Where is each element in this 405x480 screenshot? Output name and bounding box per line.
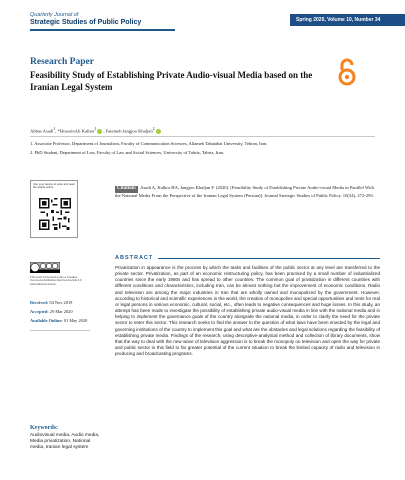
dates-divider (30, 330, 90, 331)
journal-header (0, 0, 405, 40)
license-text: This work is licensed under a Creative Commons Attribution-NonCommercial 4.0 International License. (30, 275, 82, 286)
accepted-date: Accepted: 29 Mar 2020 (30, 309, 73, 314)
keywords-heading: Keywords: (30, 425, 58, 431)
received-date: Received: 04 Nov 2019 (30, 300, 73, 305)
available-online-date: Available Online: 01 May 2020 (30, 318, 88, 323)
open-access-icon (338, 58, 356, 86)
journal-name-line1: Quarterly Journal of (30, 12, 79, 18)
author-name: *HosseinAli Kalhor (57, 128, 95, 134)
author-list: Abbas Asadi$^1$, *HosseinAli Kalhor$^1$ , Fatemeh Jangjoo Khaljan$^2$ (30, 127, 162, 134)
affiliation-1: 1. Associate Professor, Department of Journalism, Faculty of Communication Sciences, Allameh Tabatabai University, Tehran, Iran. (30, 141, 268, 146)
author-name: Fatemeh Jangjoo Khaljan (105, 128, 153, 134)
citation-text: Asadi A, Kalhor HA, Jangjoo Khaljan F. (2020). [Feasibility Study of Establishing Private Audio-visual Media in Parallel With the National Media From the Perspective of the Iranian Legal System (Persian)]. Journal Strategic Studies of Public Policy, 10(34), 272-293. (115, 185, 374, 198)
article-title: Feasibility Study of Establishing Private Audio-visual Media based on the Iranian Legal System (30, 70, 313, 92)
journal-name-line2: Strategic Studies of Public Policy (30, 19, 142, 26)
creative-commons-icon[interactable] (30, 262, 60, 273)
abstract-rule (158, 258, 380, 259)
abstract-heading: ABSTRACT (115, 255, 154, 261)
article-type-label: Research Paper (30, 57, 94, 67)
qr-code-box[interactable] (30, 180, 78, 238)
citation-label: Citation: (117, 186, 137, 191)
orcid-icon[interactable] (97, 129, 102, 134)
qr-caption: Use your device to scan and read the article online (33, 182, 75, 190)
qr-code-icon (39, 198, 71, 230)
orcid-icon[interactable] (156, 129, 161, 134)
affiliation-divider (30, 136, 375, 137)
author-name: Abbas Asadi (30, 128, 54, 134)
abstract-text: Privatization in appearance is the process by which the tasks and facilities of the public sector at any level are transferred to the private sector. Privatization, as part of an economic restructuring policy, has been practiced by a small number of industrialized countries since the early 1980s and has spread to other countries. The common goal of privatization in different countries with different conditions and characteristics, including Iran, can be almost nothing but the improvement of economic conditions. Radio and television are among the major industries in Iran that are wholly owned and monopolized by the government. However, according to historical and scientific experiences in the world, the creation of monopolies and special opportunities and rents for real or legal persons in various economic, cultural, social, etc., often leads to negative consequences and huge losses. In this study, an attempt has been made to investigate the possibility of establishing private audio-visual media in line with the national media and in helping to implement the governance goals of the country alongside the national media, in order to clarify the need for the private sector to enter this sector. This research seeks to find the answer to the question of what laws have been enacted by the legal and governing institutions of the country to implement this goal and what are the obstacles and legal solutions regarding the feasibility of establishing private media. Findings of the research, using descriptive-analytical method and collection of library documents, show that the way to deal with the new wave of television aggression is to break the monopoly on television and open the way for private and public sector in this field to far greater potential of the current situation to break the limited capacity of radio and television in producing and broadcasting programs. (115, 265, 380, 357)
citation-block (115, 185, 380, 200)
volume-info: Spring 2020, Volume 10, Number 34 (296, 16, 381, 23)
keywords-text: Audiovisual media, Audio media, Media privatization, National media, Iranian legal system (30, 433, 100, 451)
affiliation-2: 2. PhD Student, Department of Law, Faculty of Law and Social Sciences, University of Tabriz, Tabriz, Iran. (30, 150, 224, 155)
journal-rule (30, 29, 175, 31)
